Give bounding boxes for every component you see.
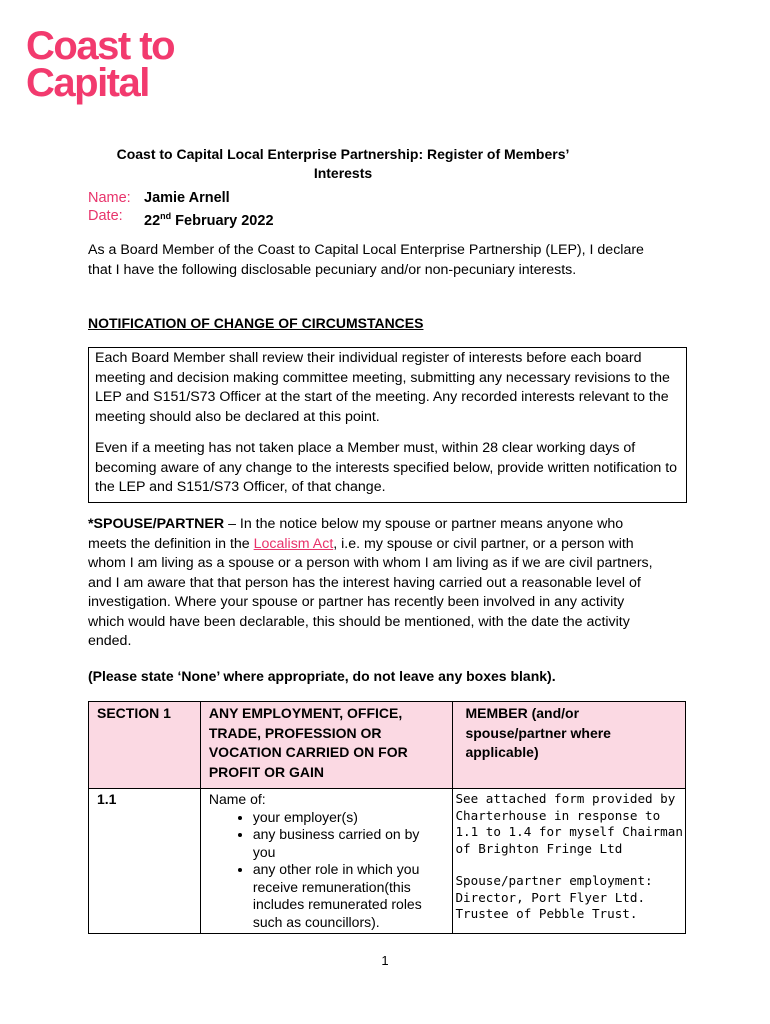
date-row [88, 207, 274, 230]
response-self: See attached form provided by Charterhouse in response to 1.1 to 1.4 for myself Chairman of Brighton Fringe Ltd [455, 791, 683, 856]
response-spouse-line-2: Director, Port Flyer Ltd. [455, 889, 646, 905]
response-spouse-line-3: Trustee of Pebble Trust. [455, 906, 638, 921]
section-label: SECTION 1 [89, 702, 201, 789]
notification-paragraph-1: Each Board Member shall review their individual register of interests before each board meeting and decision making committee meeting, submitting any necessary revisions to the LEP and S151/S73 Officer at the start of the meeting. Any recorded interests relevant to the meeting should also be declared at this point. [95, 350, 670, 425]
name-value: Jamie Arnell [144, 190, 230, 206]
table-row [89, 789, 686, 934]
coast-to-capital-logo [26, 24, 174, 105]
row-number: 1.1 [89, 789, 201, 934]
declaration-text: As a Board Member of the Coast to Capital Local Enterprise Partnership (LEP), I declare that I have the following disclosable pecuniary and/or non-pecuniary interests. [88, 242, 644, 278]
section-header-row [89, 702, 686, 789]
member-column-header: MEMBER (and/or spouse/partner where applicable) [453, 702, 686, 789]
list-item: • any other role in which you receive remuneration(this includes remunerated roles such as councillors). [253, 861, 445, 931]
logo-line-1: Coast to [26, 24, 174, 68]
document-title [88, 145, 598, 183]
notification-box [88, 347, 687, 503]
name-row [88, 189, 274, 207]
title-line-1: Coast to Capital Local Enterprise Partnership: Register of Members’ [116, 146, 570, 162]
date-value: 22nd February 2022 [144, 211, 274, 229]
row-intro: Name of: [208, 791, 266, 807]
response-spouse-line-1: Spouse/partner employment: [455, 873, 653, 888]
logo-line-2: Capital [26, 61, 149, 105]
section-1-table [88, 701, 686, 934]
spouse-label: *SPOUSE/PARTNER [88, 516, 225, 532]
notification-paragraph-2: Even if a meeting has not taken place a Member must, within 28 clear working days of becoming aware of any change to the interests specified below, provide written notification to the LEP and S151/S73 Officer, of that change. [95, 440, 678, 495]
localism-act-link[interactable]: Localism Act [253, 535, 334, 552]
name-label: Name: [88, 190, 131, 206]
page-number: 1 [381, 953, 389, 968]
notification-heading: NOTIFICATION OF CHANGE OF CIRCUMSTANCES [88, 315, 424, 331]
member-response[interactable] [453, 789, 686, 934]
section-title: ANY EMPLOYMENT, OFFICE, TRADE, PROFESSION OR VOCATION CARRIED ON FOR PROFIT OR GAIN [200, 702, 453, 789]
date-label: Date: [88, 208, 123, 224]
title-line-2: Interests [313, 165, 373, 181]
instruction-note: (Please state ‘None’ where appropriate, do not leave any boxes blank). [88, 668, 556, 684]
list-item: • any business carried on by you [253, 826, 445, 861]
member-details [88, 189, 274, 230]
row-bullet-list [209, 809, 445, 932]
list-item: • your employer(s) [253, 809, 445, 827]
row-description [200, 789, 453, 934]
spouse-partner-paragraph: *SPOUSE/PARTNER – In the notice below my spouse or partner means anyone who meets the definition in the Localism Act, i.e. my spouse or civil partner, or a person with whom I am living as a spouse or a person with whom I am living as if we are civil partners, and I am aware that that person has the interest having carried out a reasonable level of investigation. Where your spouse or partner has recently been involved in any activity which would have been declarable, this should be mentioned, with the date the activity ended. [88, 516, 653, 649]
